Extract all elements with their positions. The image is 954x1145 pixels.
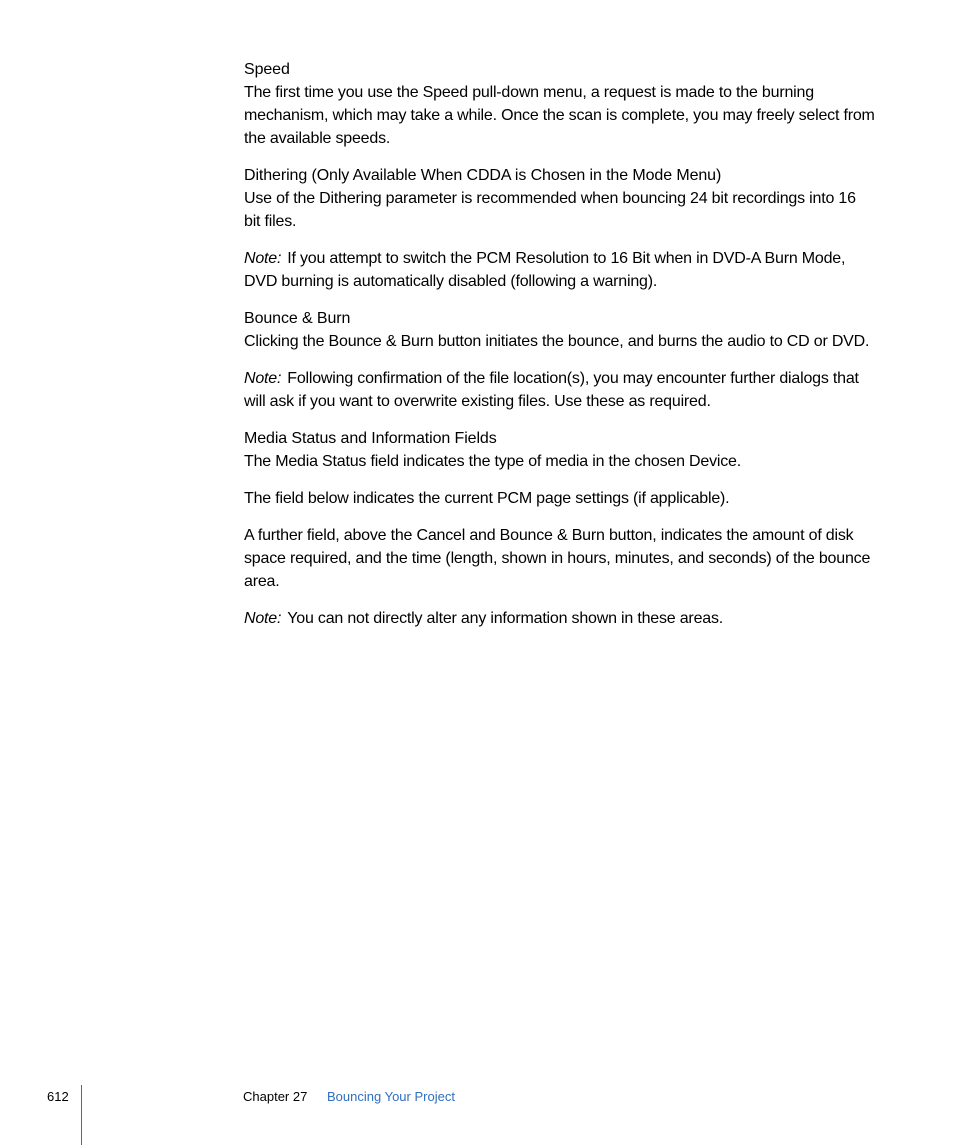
footer-chapter-title: Bouncing Your Project — [327, 1089, 455, 1104]
note-label: Note: — [244, 370, 282, 387]
note-label: Note: — [244, 610, 282, 627]
section-bounce-burn — [244, 307, 876, 413]
section-heading: Media Status and Information Fields — [244, 430, 497, 447]
body-paragraph: A further field, above the Cancel and Bounce & Burn button, indicates the amount of disk space required, and the time (length, shown in hours, minutes, and seconds) of the bounce area. — [244, 527, 871, 590]
note-label: Note: — [244, 250, 282, 267]
note-text: You can not directly alter any information shown in these areas. — [287, 610, 724, 627]
body-paragraph: The Media Status field indicates the type of media in the chosen Device. — [244, 453, 741, 470]
section-dithering — [244, 164, 876, 293]
section-heading: Speed — [244, 61, 290, 78]
section-heading: Bounce & Burn — [244, 310, 351, 327]
footer-chapter: Chapter 27 — [243, 1089, 308, 1104]
note-paragraph — [244, 607, 876, 630]
page-number: 612 — [47, 1089, 69, 1104]
note-paragraph — [244, 367, 876, 413]
section-media-status — [244, 427, 876, 630]
body-paragraph: Use of the Dithering parameter is recommended when bouncing 24 bit recordings into 16 bit files. — [244, 190, 856, 230]
note-text: If you attempt to switch the PCM Resolution to 16 Bit when in DVD-A Burn Mode, DVD burning is automatically disabled (following a warning). — [244, 250, 846, 290]
note-text: Following confirmation of the file location(s), you may encounter further dialogs that will ask if you want to overwrite existing files. Use these as required. — [244, 370, 859, 410]
section-speed — [244, 58, 876, 150]
section-heading: Dithering (Only Available When CDDA is Chosen in the Mode Menu) — [244, 167, 722, 184]
body-paragraph: The field below indicates the current PCM page settings (if applicable). — [244, 490, 730, 507]
body-paragraph: Clicking the Bounce & Burn button initiates the bounce, and burns the audio to CD or DVD. — [244, 333, 870, 350]
page-content — [244, 58, 876, 644]
note-paragraph — [244, 247, 876, 293]
body-paragraph: The first time you use the Speed pull-down menu, a request is made to the burning mechanism, which may take a while. Once the scan is complete, you may freely select from the available speeds. — [244, 84, 875, 147]
footer-divider — [81, 1085, 82, 1145]
